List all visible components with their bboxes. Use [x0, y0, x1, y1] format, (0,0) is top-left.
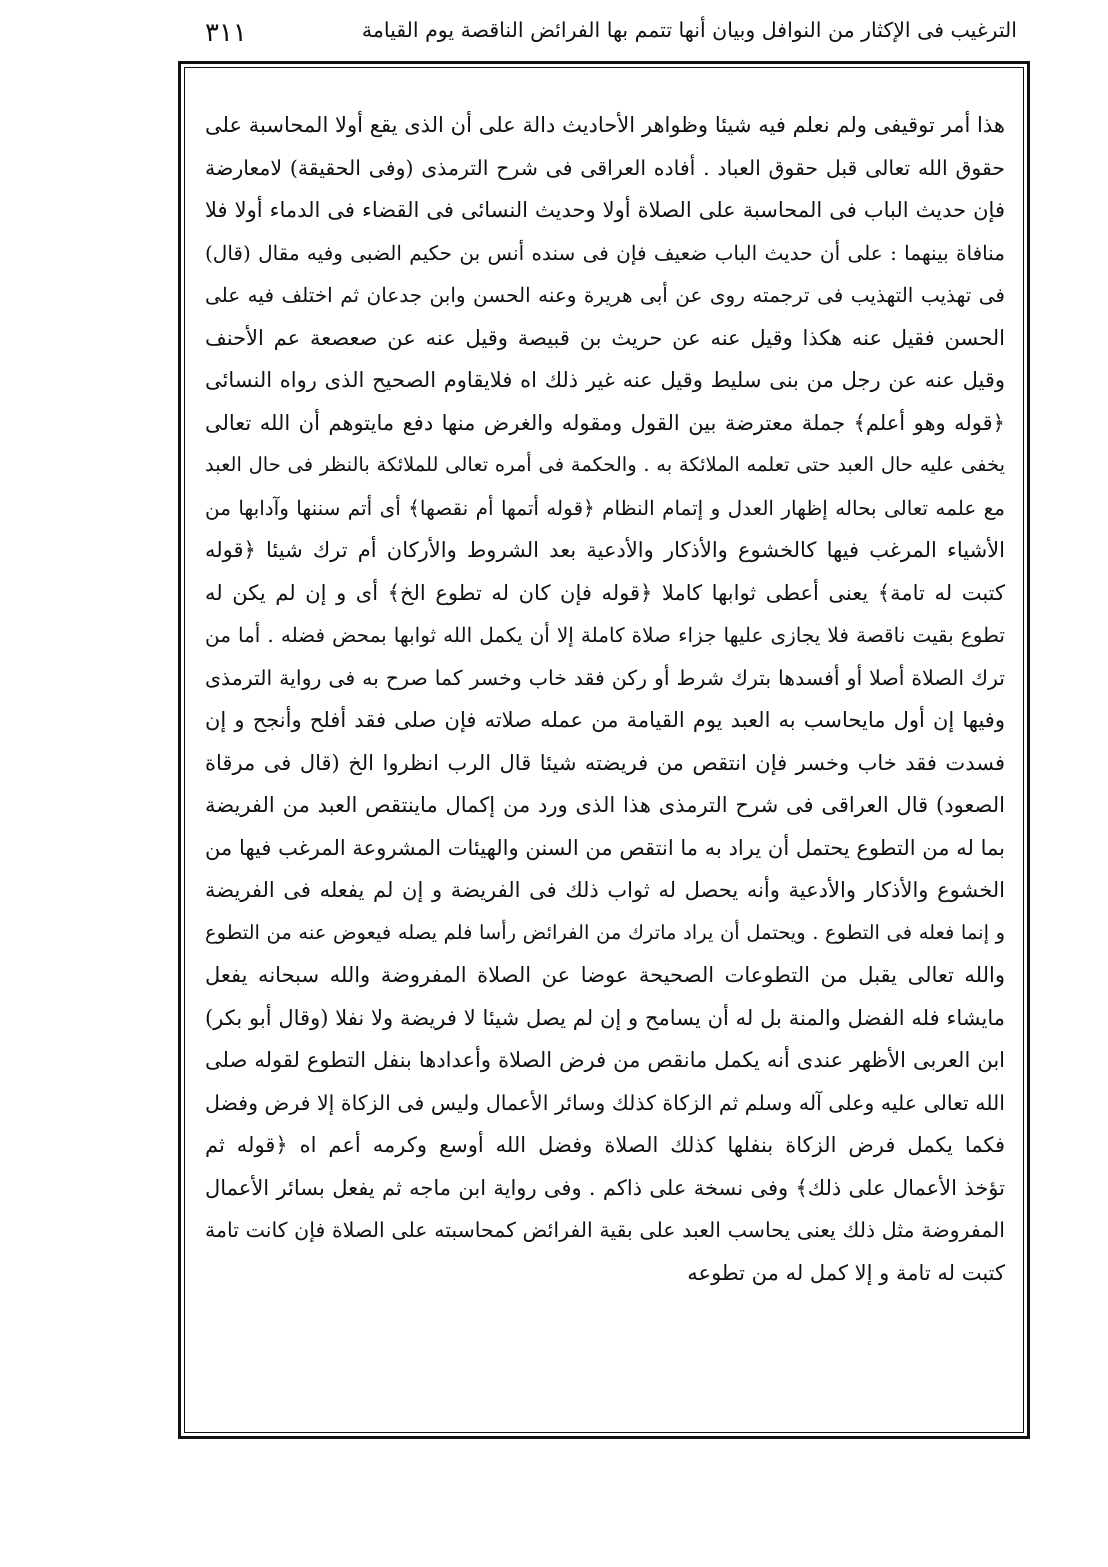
text-line: الحسن فقيل عنه هكذا وقيل عنه عن حريث بن قبيصة وقيل عنه عن صعصعة عم الأحنف [205, 325, 1005, 350]
text-line: يخفى عليه حال العبد حتى تعلمه الملائكة به . والحكمة فى أمره تعالى للملائكة بالنظر فى حال العبد [205, 453, 1005, 476]
text-line: المفروضة مثل ذلك يعنى يحاسب العبد على بقية الفرائض كمحاسبته على الصلاة فإن كانت تامة [205, 1218, 1005, 1242]
text-line: ابن العربى الأظهر عندى أنه يكمل مانقص من فرض الصلاة وأعدادها بنفل التطوع لقوله صلى [205, 1048, 1005, 1072]
running-title: الترغيب فى الإكثار من النوافل وبيان أنها تتمم بها الفرائض الناقصة يوم القيامة [361, 18, 1017, 42]
page-number: ٣١١ [205, 18, 247, 48]
text-line: فإن حديث الباب فى المحاسبة على الصلاة أولا وحديث النسائى فى القضاء فى الدماء أولا فلا [205, 198, 1005, 222]
text-body [205, 104, 1005, 1294]
text-line: تطوع بقيت ناقصة فلا يجازى عليها جزاء صلاة كاملة إلا أن يكمل الله ثوابها بمحض فضله . أما من [205, 623, 1005, 647]
text-line: و إنما فعله فى التطوع . ويحتمل أن يراد ماترك من الفرائض رأسا فلم يصله فيعوض عنه من التطوع [205, 920, 1005, 944]
text-line: بما له من التطوع يحتمل أن يراد به ما انتقص من السنن والهيئات المشروعة المرغب فيها من [205, 835, 1005, 860]
text-line: فى تهذيب التهذيب فى ترجمته روى عن أبى هريرة وعنه الحسن وابن جدعان ثم اختلف فيه على [205, 283, 1005, 307]
text-line: فسدت فقد خاب وخسر فإن انتقص من فريضته شيئا قال الرب انظروا الخ (قال فى مرقاة [205, 750, 1005, 775]
text-line: تؤخذ الأعمال على ذلك﴾ وفى نسخة على ذاكم . وفى رواية ابن ماجه ثم يفعل بسائر الأعمال [205, 1175, 1005, 1200]
text-line: ترك الصلاة أصلا أو أفسدها بترك شرط أو ركن فقد خاب وخسر كما صرح به فى رواية الترمذى [205, 665, 1005, 690]
text-line: وفيها إن أول مايحاسب به العبد يوم القيامة من عمله صلاته فإن صلى فقد أفلح وأنجح و إن [205, 708, 1005, 732]
text-line: الخشوع والأذكار والأدعية وأنه يحصل له ثواب ذلك فى الفريضة و إن لم يفعله فى الفريضة [205, 878, 1005, 902]
text-line: هذا أمر توقيفى ولم نعلم فيه شيئا وظواهر الأحاديث دالة على أن الذى يقع أولا المحاسبة على [205, 113, 1005, 137]
text-line: وقيل عنه عن رجل من بنى سليط وقيل عنه غير ذلك اه فلايقاوم الصحيح الذى رواه النسائى [205, 368, 1005, 392]
text-line: الأشياء المرغب فيها كالخشوع والأذكار والأدعية بعد الشروط والأركان أم ترك شيئا ﴿قوله [205, 538, 1005, 562]
text-line: مع علمه تعالى بحاله إظهار العدل و إتمام النظام ﴿قوله أتمها أم نقصها﴾ أى أتم سننها وآدابها من [205, 495, 1005, 520]
text-line: منافاة بينهما : على أن حديث الباب ضعيف فإن فى سنده أنس بن حكيم الضبى وفيه مقال (قال) [205, 240, 1005, 265]
text-line: ﴿قوله وهو أعلم﴾ جملة معترضة بين القول ومقوله والغرض منها دفع مايتوهم أن الله تعالى [205, 410, 1005, 435]
text-line: كتبت له تامة و إلا كمل له من تطوعه [687, 1260, 1005, 1285]
text-line: حقوق الله تعالى قبل حقوق العباد . أفاده العراقى فى شرح الترمذى (وفى الحقيقة) لامعارضة [205, 155, 1005, 180]
text-line: مايشاء فله الفضل والمنة بل له أن يسامح و إن لم يصل شيئا لا فريضة ولا نفلا (وقال أبو بكر) [205, 1005, 1005, 1030]
text-line: فكما يكمل فرض الزكاة بنفلها كذلك الصلاة وفضل الله أوسع وكرمه أعم اه ﴿قوله ثم [205, 1133, 1005, 1157]
text-line: الصعود) قال العراقى فى شرح الترمذى هذا الذى ورد من إكمال ماينتقص العبد من الفريضة [205, 793, 1005, 817]
text-line: الله تعالى عليه وعلى آله وسلم ثم الزكاة كذلك وسائر الأعمال وليس فى الزكاة إلا فرض وفضل [205, 1090, 1005, 1115]
text-line: كتبت له تامة﴾ يعنى أعطى ثوابها كاملا ﴿قوله فإن كان له تطوع الخ﴾ أى و إن لم يكن له [205, 580, 1005, 605]
page-header [205, 14, 1017, 58]
text-line: والله تعالى يقبل من التطوعات الصحيحة عوضا عن الصلاة المفروضة والله سبحانه يفعل [205, 963, 1005, 987]
